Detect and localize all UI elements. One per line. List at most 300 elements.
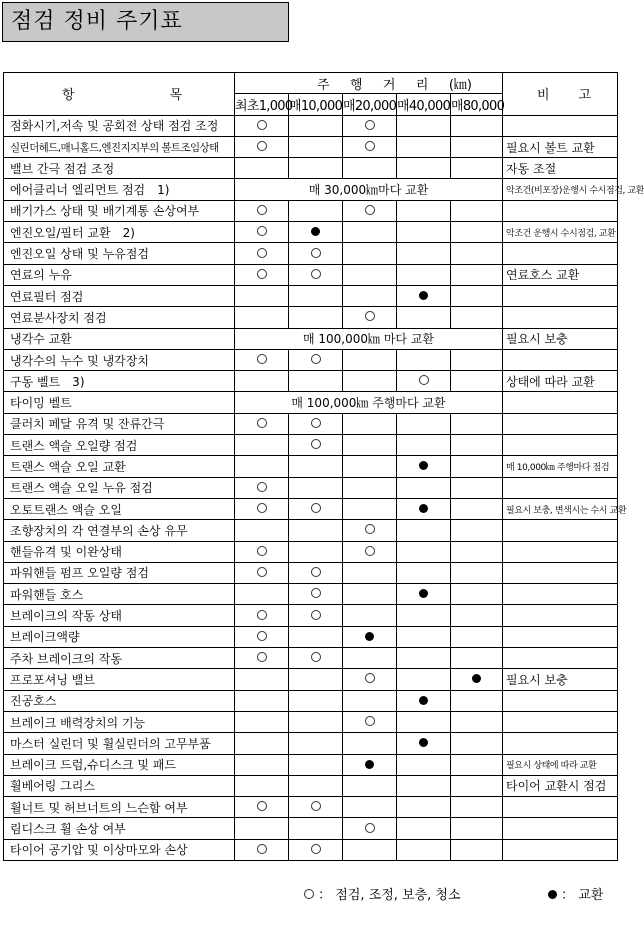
row-mark-cell <box>451 648 503 669</box>
header-interval: 매10,000 <box>289 94 343 115</box>
row-mark-cell <box>343 158 397 179</box>
row-mark-cell <box>235 733 289 754</box>
open-circle-icon <box>304 889 314 899</box>
filled-circle-icon <box>419 696 428 705</box>
row-note <box>503 307 618 328</box>
row-item-label: 파워핸들 호스 <box>4 584 235 605</box>
row-interval-text: 매 100,000㎞ 주행마다 교환 <box>235 392 503 413</box>
row-mark-cell <box>451 605 503 626</box>
row-mark-cell <box>397 158 451 179</box>
row-mark-cell <box>289 520 343 541</box>
table-row <box>4 435 618 456</box>
row-mark-cell <box>289 371 343 392</box>
row-note <box>503 690 618 711</box>
header-distance: 주 행 거 리 (㎞) <box>235 73 503 94</box>
row-mark-cell <box>289 648 343 669</box>
row-mark-cell <box>289 222 343 243</box>
row-mark-cell <box>235 371 289 392</box>
open-circle-icon <box>257 418 267 428</box>
row-note: 상태에 따라 교환 <box>503 371 618 392</box>
open-circle-icon <box>311 588 321 598</box>
row-item-label: 연료의 누유 <box>4 264 235 285</box>
row-mark-cell <box>397 477 451 498</box>
row-note <box>503 392 618 413</box>
row-mark-cell <box>451 456 503 477</box>
row-item-label: 밸브 간극 점검 조정 <box>4 158 235 179</box>
row-mark-cell <box>451 498 503 519</box>
legend-replace-label: ： 교환 <box>561 888 604 903</box>
row-mark-cell <box>397 541 451 562</box>
row-item-label: 연료필터 점검 <box>4 285 235 306</box>
table-row <box>4 456 618 477</box>
table-row <box>4 349 618 370</box>
row-mark-cell <box>235 285 289 306</box>
row-mark-cell <box>343 498 397 519</box>
row-mark-cell <box>289 413 343 434</box>
row-mark-cell <box>343 136 397 157</box>
row-mark-cell <box>451 115 503 136</box>
legend-replace <box>548 884 603 903</box>
row-mark-cell <box>235 669 289 690</box>
row-note <box>503 626 618 647</box>
row-note: 자동 조절 <box>503 158 618 179</box>
row-mark-cell <box>235 115 289 136</box>
row-mark-cell <box>397 711 451 732</box>
filled-circle-icon <box>419 504 428 513</box>
row-mark-cell <box>343 115 397 136</box>
row-item-label: 마스터 실린더 및 휠실린더의 고무부품 <box>4 733 235 754</box>
row-mark-cell <box>289 711 343 732</box>
row-mark-cell <box>289 541 343 562</box>
row-mark-cell <box>289 307 343 328</box>
table-row <box>4 136 618 157</box>
row-mark-cell <box>235 584 289 605</box>
row-mark-cell <box>235 200 289 221</box>
open-circle-icon <box>365 311 375 321</box>
row-mark-cell <box>235 307 289 328</box>
row-mark-cell <box>343 775 397 796</box>
table-row <box>4 690 618 711</box>
open-circle-icon <box>257 120 267 130</box>
row-mark-cell <box>289 584 343 605</box>
row-mark-cell <box>235 264 289 285</box>
page-title: 점검 정비 주기표 <box>2 2 289 42</box>
legend-inspect-label: ： 점검, 조정, 보충, 청소 <box>318 888 461 903</box>
row-mark-cell <box>397 349 451 370</box>
row-mark-cell <box>397 307 451 328</box>
row-mark-cell <box>397 285 451 306</box>
row-mark-cell <box>289 243 343 264</box>
row-interval-text: 매 100,000㎞ 마다 교환 <box>235 328 503 349</box>
table-row <box>4 520 618 541</box>
open-circle-icon <box>311 354 321 364</box>
row-item-label: 배기가스 상태 및 배기계통 손상여부 <box>4 200 235 221</box>
row-mark-cell <box>451 584 503 605</box>
open-circle-icon <box>257 141 267 151</box>
table-row <box>4 158 618 179</box>
row-mark-cell <box>289 136 343 157</box>
row-note: 연료호스 교환 <box>503 264 618 285</box>
row-mark-cell <box>397 584 451 605</box>
row-item-label: 냉각수의 누수 및 냉각장치 <box>4 349 235 370</box>
row-item-label: 브레이크의 작동 상태 <box>4 605 235 626</box>
open-circle-icon <box>257 482 267 492</box>
open-circle-icon <box>365 546 375 556</box>
open-circle-icon <box>257 269 267 279</box>
row-mark-cell <box>343 690 397 711</box>
row-mark-cell <box>235 626 289 647</box>
row-note <box>503 562 618 583</box>
row-mark-cell <box>235 435 289 456</box>
table-row <box>4 818 618 839</box>
row-note <box>503 115 618 136</box>
row-item-label: 휠너트 및 허브너트의 느슨함 여부 <box>4 797 235 818</box>
open-circle-icon <box>257 248 267 258</box>
header-item: 항 목 <box>4 73 235 116</box>
row-mark-cell <box>343 818 397 839</box>
row-mark-cell <box>397 136 451 157</box>
header-interval: 매80,000 <box>451 94 503 115</box>
row-item-label: 트랜스 액슬 오일 누유 점검 <box>4 477 235 498</box>
row-mark-cell <box>235 158 289 179</box>
header-interval: 매40,000 <box>397 94 451 115</box>
header-interval: 최초1,000 <box>235 94 289 115</box>
filled-circle-icon <box>419 291 428 300</box>
row-mark-cell <box>343 605 397 626</box>
row-item-label: 실린더헤드,매니홀드,엔진지지부의 볼트조임상태 <box>4 136 235 157</box>
row-mark-cell <box>343 349 397 370</box>
row-mark-cell <box>289 754 343 775</box>
row-mark-cell <box>397 435 451 456</box>
row-mark-cell <box>343 285 397 306</box>
row-mark-cell <box>343 648 397 669</box>
table-row <box>4 605 618 626</box>
table-row <box>4 648 618 669</box>
row-mark-cell <box>451 626 503 647</box>
open-circle-icon <box>257 205 267 215</box>
table-row <box>4 392 618 413</box>
table-row <box>4 839 618 860</box>
row-note <box>503 584 618 605</box>
row-item-label: 클러치 페달 유격 및 잔류간극 <box>4 413 235 434</box>
row-mark-cell <box>451 839 503 860</box>
row-note: 악조건(비포장)운행시 수시점검, 교환 <box>503 179 618 200</box>
row-mark-cell <box>289 498 343 519</box>
open-circle-icon <box>311 439 321 449</box>
row-item-label: 진공호스 <box>4 690 235 711</box>
row-mark-cell <box>343 669 397 690</box>
row-mark-cell <box>397 648 451 669</box>
row-note <box>503 648 618 669</box>
row-mark-cell <box>289 562 343 583</box>
row-mark-cell <box>451 797 503 818</box>
open-circle-icon <box>365 716 375 726</box>
row-item-label: 휠베어링 그리스 <box>4 775 235 796</box>
filled-circle-icon <box>365 632 374 641</box>
row-item-label: 에어클리너 엘리먼트 점검 1) <box>4 179 235 200</box>
row-mark-cell <box>451 285 503 306</box>
row-mark-cell <box>343 456 397 477</box>
table-row <box>4 285 618 306</box>
row-mark-cell <box>397 839 451 860</box>
table-row <box>4 413 618 434</box>
row-mark-cell <box>235 775 289 796</box>
table-row <box>4 477 618 498</box>
table-row <box>4 541 618 562</box>
row-mark-cell <box>289 818 343 839</box>
row-mark-cell <box>289 158 343 179</box>
row-mark-cell <box>343 541 397 562</box>
open-circle-icon <box>365 120 375 130</box>
row-item-label: 오토트랜스 액슬 오일 <box>4 498 235 519</box>
row-mark-cell <box>397 605 451 626</box>
row-item-label: 트랜스 액슬 오일량 점검 <box>4 435 235 456</box>
row-mark-cell <box>451 307 503 328</box>
schedule-rows <box>4 115 644 860</box>
filled-circle-icon <box>419 738 428 747</box>
row-mark-cell <box>343 200 397 221</box>
row-mark-cell <box>289 669 343 690</box>
row-mark-cell <box>343 711 397 732</box>
filled-circle-icon <box>419 589 428 598</box>
open-circle-icon <box>311 844 321 854</box>
row-item-label: 냉각수 교환 <box>4 328 235 349</box>
row-mark-cell <box>343 562 397 583</box>
row-item-label: 프로포셔닝 밸브 <box>4 669 235 690</box>
table-row <box>4 584 618 605</box>
row-mark-cell <box>343 626 397 647</box>
row-item-label: 파워핸들 펌프 오일량 점검 <box>4 562 235 583</box>
header-note: 비 고 <box>503 73 618 116</box>
open-circle-icon <box>311 418 321 428</box>
row-mark-cell <box>235 541 289 562</box>
filled-circle-icon <box>472 674 481 683</box>
maintenance-schedule-table <box>3 72 644 861</box>
row-item-label: 조향장치의 각 연결부의 손상 유무 <box>4 520 235 541</box>
open-circle-icon <box>365 524 375 534</box>
row-item-label: 엔진오일 상태 및 누유점검 <box>4 243 235 264</box>
row-mark-cell <box>451 541 503 562</box>
row-mark-cell <box>289 264 343 285</box>
row-mark-cell <box>343 584 397 605</box>
row-item-label: 브레이크액량 <box>4 626 235 647</box>
open-circle-icon <box>365 205 375 215</box>
row-mark-cell <box>235 711 289 732</box>
open-circle-icon <box>257 546 267 556</box>
open-circle-icon <box>365 141 375 151</box>
row-item-label: 브레이크 배력장치의 기능 <box>4 711 235 732</box>
row-item-label: 구동 벨트 3) <box>4 371 235 392</box>
row-mark-cell <box>451 818 503 839</box>
row-mark-cell <box>235 562 289 583</box>
row-mark-cell <box>397 754 451 775</box>
row-mark-cell <box>397 115 451 136</box>
row-mark-cell <box>289 477 343 498</box>
row-note: 매 10,000㎞ 주행마다 점검 <box>503 456 618 477</box>
row-mark-cell <box>397 818 451 839</box>
row-mark-cell <box>235 243 289 264</box>
row-item-label: 브레이크 드럼,슈디스크 및 패드 <box>4 754 235 775</box>
row-mark-cell <box>235 349 289 370</box>
row-mark-cell <box>343 839 397 860</box>
row-mark-cell <box>397 733 451 754</box>
row-item-label: 타이어 공기압 및 이상마모와 손상 <box>4 839 235 860</box>
row-mark-cell <box>451 136 503 157</box>
row-note: 필요시 보충, 변색시는 수시 교환 <box>503 498 618 519</box>
row-mark-cell <box>343 371 397 392</box>
row-mark-cell <box>235 222 289 243</box>
row-item-label: 타이밍 벨트 <box>4 392 235 413</box>
table-row <box>4 328 618 349</box>
row-mark-cell <box>451 690 503 711</box>
row-mark-cell <box>289 456 343 477</box>
row-note: 필요시 보충 <box>503 328 618 349</box>
open-circle-icon <box>257 226 267 236</box>
table-row <box>4 562 618 583</box>
table-row <box>4 307 618 328</box>
row-mark-cell <box>451 669 503 690</box>
row-mark-cell <box>235 818 289 839</box>
table-row <box>4 797 618 818</box>
row-mark-cell <box>289 200 343 221</box>
row-mark-cell <box>451 711 503 732</box>
row-mark-cell <box>235 498 289 519</box>
row-item-label: 엔진오일/필터 교환 2) <box>4 222 235 243</box>
row-mark-cell <box>397 264 451 285</box>
row-mark-cell <box>343 264 397 285</box>
filled-circle-icon <box>419 461 428 470</box>
row-mark-cell <box>451 243 503 264</box>
row-mark-cell <box>289 690 343 711</box>
open-circle-icon <box>257 652 267 662</box>
row-mark-cell <box>289 797 343 818</box>
header-interval: 매20,000 <box>343 94 397 115</box>
row-note: 타이어 교환시 점검 <box>503 775 618 796</box>
open-circle-icon <box>419 375 429 385</box>
row-item-label: 핸들유격 및 이완상태 <box>4 541 235 562</box>
row-mark-cell <box>235 520 289 541</box>
open-circle-icon <box>311 567 321 577</box>
row-mark-cell <box>451 733 503 754</box>
table-row <box>4 222 618 243</box>
row-item-label: 림디스크 휠 손상 여부 <box>4 818 235 839</box>
row-mark-cell <box>235 605 289 626</box>
row-mark-cell <box>451 371 503 392</box>
row-mark-cell <box>343 413 397 434</box>
row-mark-cell <box>343 222 397 243</box>
row-mark-cell <box>343 307 397 328</box>
open-circle-icon <box>311 248 321 258</box>
row-note <box>503 243 618 264</box>
row-note <box>503 477 618 498</box>
row-mark-cell <box>343 520 397 541</box>
row-mark-cell <box>397 243 451 264</box>
open-circle-icon <box>311 801 321 811</box>
row-mark-cell <box>235 413 289 434</box>
row-mark-cell <box>235 136 289 157</box>
row-mark-cell <box>343 733 397 754</box>
filled-circle-icon <box>311 227 320 236</box>
open-circle-icon <box>311 503 321 513</box>
open-circle-icon <box>257 503 267 513</box>
row-mark-cell <box>289 605 343 626</box>
row-note <box>503 711 618 732</box>
table-row <box>4 669 618 690</box>
row-note <box>503 413 618 434</box>
table-row <box>4 115 618 136</box>
table-row <box>4 498 618 519</box>
row-mark-cell <box>343 435 397 456</box>
row-note: 필요시 보충 <box>503 669 618 690</box>
table-row <box>4 243 618 264</box>
row-mark-cell <box>451 413 503 434</box>
row-note <box>503 200 618 221</box>
row-mark-cell <box>451 222 503 243</box>
table-row <box>4 626 618 647</box>
table-row <box>4 200 618 221</box>
row-note <box>503 541 618 562</box>
row-mark-cell <box>451 349 503 370</box>
row-mark-cell <box>343 477 397 498</box>
row-mark-cell <box>235 456 289 477</box>
row-note <box>503 733 618 754</box>
row-mark-cell <box>451 200 503 221</box>
row-note <box>503 818 618 839</box>
row-note: 악조건 운행시 수시점검, 교환 <box>503 222 618 243</box>
table-row <box>4 754 618 775</box>
row-note <box>503 520 618 541</box>
row-mark-cell <box>451 158 503 179</box>
row-mark-cell <box>343 243 397 264</box>
row-mark-cell <box>235 754 289 775</box>
row-item-label: 트랜스 액슬 오일 교환 <box>4 456 235 477</box>
row-mark-cell <box>397 520 451 541</box>
open-circle-icon <box>365 673 375 683</box>
row-mark-cell <box>343 797 397 818</box>
row-mark-cell <box>289 775 343 796</box>
row-interval-text: 매 30,000㎞마다 교환 <box>235 179 503 200</box>
row-item-label: 연료분사장치 점검 <box>4 307 235 328</box>
row-mark-cell <box>397 456 451 477</box>
row-mark-cell <box>397 669 451 690</box>
row-note <box>503 285 618 306</box>
filled-circle-icon <box>365 760 374 769</box>
row-mark-cell <box>451 562 503 583</box>
row-mark-cell <box>289 839 343 860</box>
row-mark-cell <box>451 477 503 498</box>
row-note <box>503 839 618 860</box>
row-mark-cell <box>451 775 503 796</box>
row-mark-cell <box>451 435 503 456</box>
row-mark-cell <box>397 222 451 243</box>
open-circle-icon <box>257 844 267 854</box>
legend-inspect <box>304 884 461 903</box>
row-mark-cell <box>343 754 397 775</box>
row-mark-cell <box>397 690 451 711</box>
open-circle-icon <box>365 823 375 833</box>
row-note: 필요시 볼트 교환 <box>503 136 618 157</box>
filled-circle-icon <box>548 890 557 899</box>
row-mark-cell <box>397 775 451 796</box>
row-mark-cell <box>289 626 343 647</box>
row-mark-cell <box>235 690 289 711</box>
open-circle-icon <box>257 801 267 811</box>
row-mark-cell <box>397 371 451 392</box>
row-mark-cell <box>397 797 451 818</box>
row-note <box>503 797 618 818</box>
open-circle-icon <box>311 610 321 620</box>
table-row <box>4 371 618 392</box>
